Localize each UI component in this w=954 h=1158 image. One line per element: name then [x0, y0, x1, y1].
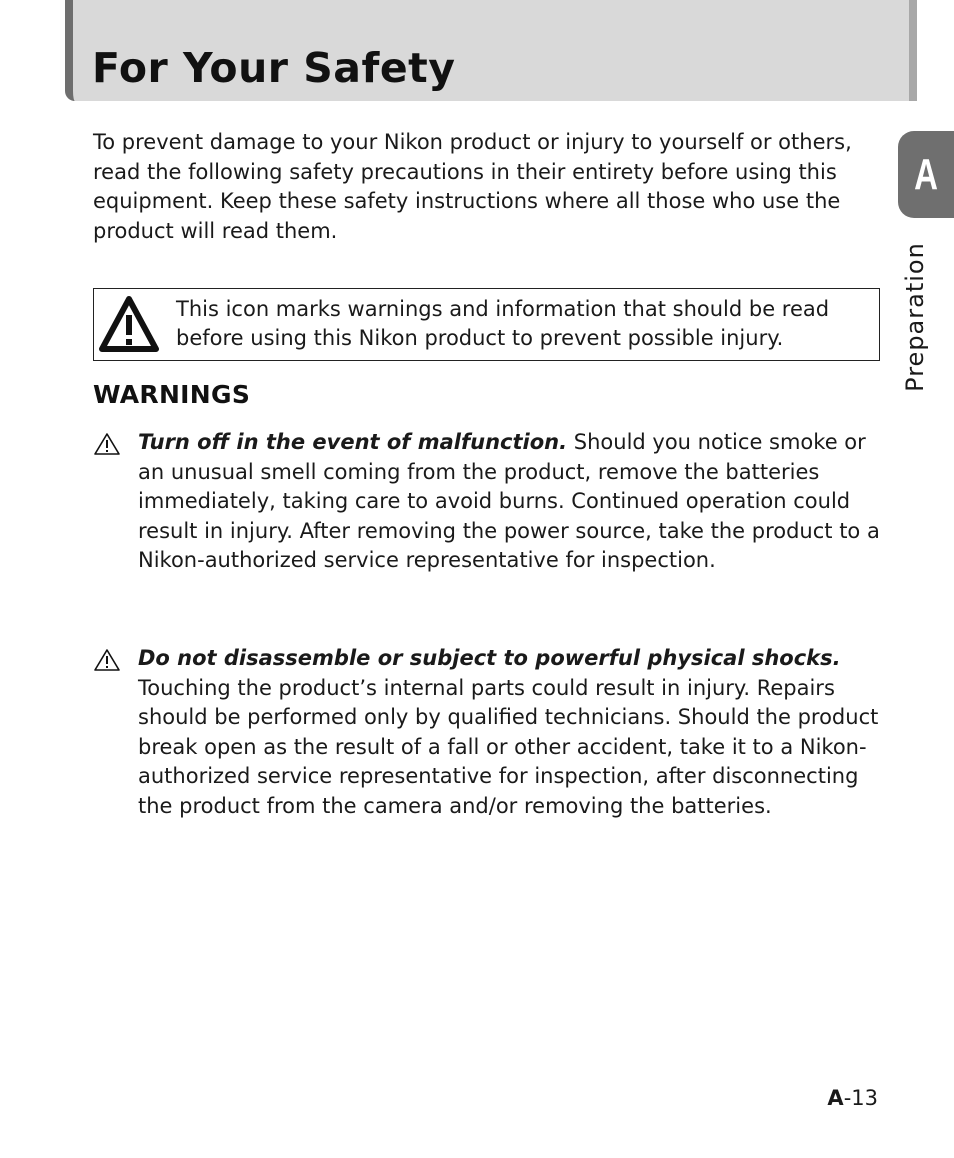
warning-item	[93, 428, 883, 576]
warning-heading: Turn off in the event of malfunction.	[138, 430, 568, 454]
section-tab	[898, 131, 954, 218]
warning-triangle-icon	[93, 648, 121, 672]
notice-box	[93, 288, 880, 361]
warning-triangle-icon	[98, 295, 160, 353]
warning-body: Should you notice smoke or an unusual smell coming from the product, remove the batteries immediately, taking care to avoid burns. Continued operation could result in injury. After removing the power source, take the product to a Nikon-authorized service representative for inspection.	[138, 430, 880, 572]
warning-text	[138, 428, 883, 576]
page-title: For Your Safety	[92, 44, 456, 92]
page-number	[827, 1086, 878, 1110]
section-tab-letter: A	[914, 150, 938, 199]
notice-text: This icon marks warnings and information that should be read before using this Nikon product to prevent possible injury.	[176, 297, 830, 350]
section-label	[895, 232, 935, 402]
warning-body: Touching the product’s internal parts could result in injury. Repairs should be performed only by qualified technicians. Should the product break open as the result of a fall or other accident, take it to a Nikon-authorized service representative for inspection, after disconnecting the product from the camera and/or removing the batteries.	[138, 675, 879, 818]
warning-triangle-icon	[93, 432, 121, 456]
warnings-heading: WARNINGS	[93, 380, 251, 409]
page-number-letter: A	[827, 1086, 844, 1110]
warning-text	[138, 644, 883, 821]
warning-heading: Do not disassemble or subject to powerful physical shocks.	[138, 646, 841, 670]
intro-paragraph: To prevent damage to your Nikon product or injury to yourself or others, read the following safety precautions in their entirety before using this equipment. Keep these safety instructions where all those who use the product will read them.	[93, 130, 852, 243]
section-label-text: Preparation	[901, 242, 929, 392]
page-number-suffix: -13	[843, 1086, 878, 1110]
warning-item	[93, 644, 883, 821]
